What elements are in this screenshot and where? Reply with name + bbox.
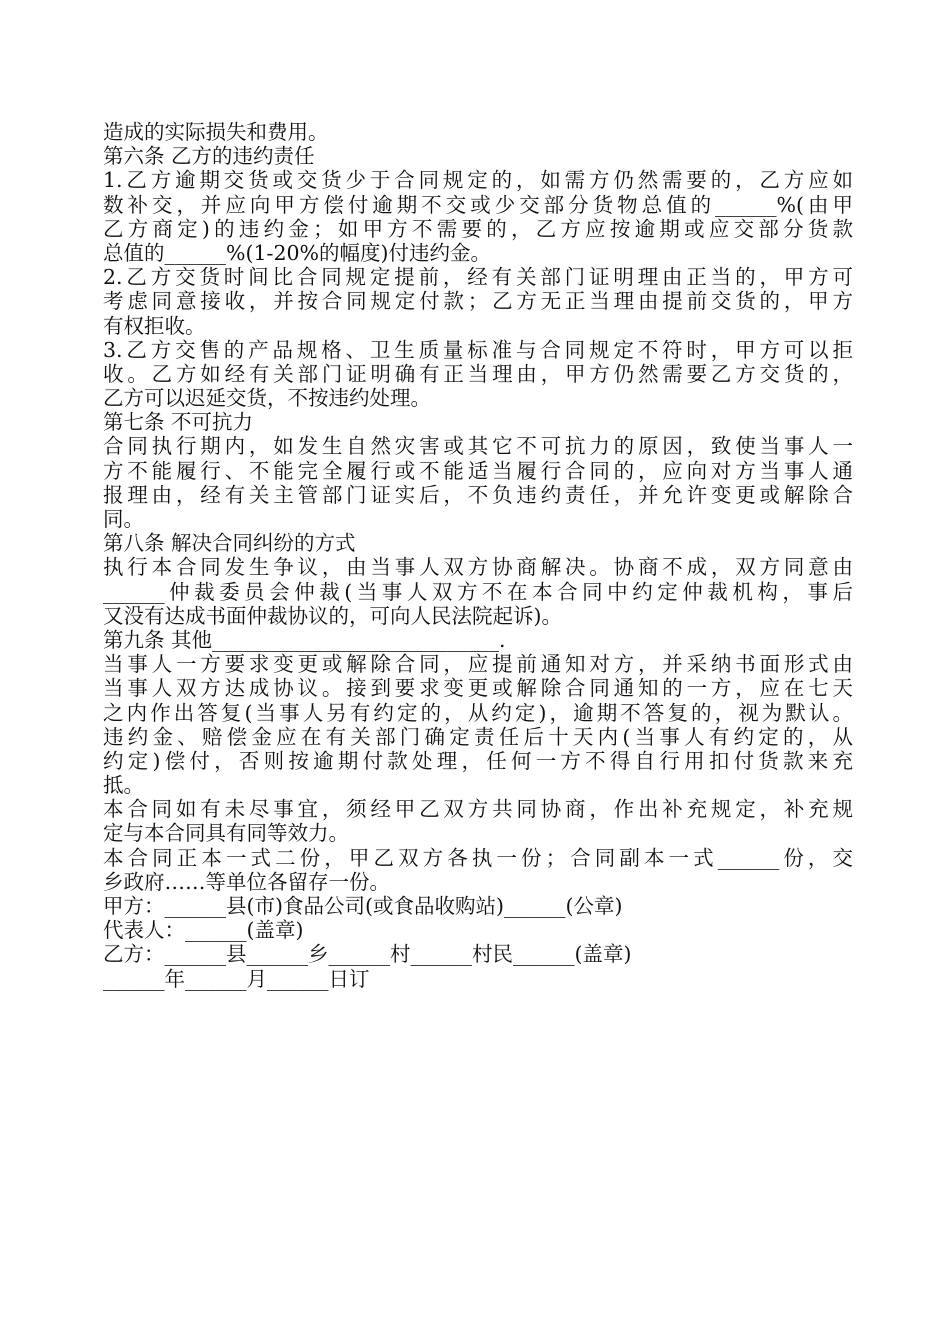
document-line: 总值的______%(1-20%的幅度)付违约金。	[103, 240, 492, 265]
document-line: 甲方：______县(市)食品公司(或食品收购站)______(公章)	[103, 894, 623, 918]
document-line: 第六条 乙方的违约责任	[103, 144, 315, 169]
document-line: ______年______月______日订	[103, 966, 370, 991]
document-line: 抵。	[103, 773, 144, 798]
document-line: 方不能履行、不能完全履行或不能适当履行合同的，应向对方当事人通	[103, 458, 853, 483]
document-line: 乙方：______县______乡______村______村民______(盖章)	[103, 942, 632, 967]
document-line: 代表人：______(盖章)	[103, 918, 304, 943]
document-line: 乡政府……等单位各留存一份。	[103, 869, 390, 894]
document-line: 之内作出答复(当事人另有约定的，从约定)，逾期不答复的，视为默认。	[103, 700, 853, 725]
document-line: 数补交，并应向甲方偿付逾期不交或少交部分货物总值的______%(由甲	[103, 192, 853, 217]
document-page	[103, 120, 853, 991]
document-line: ______仲裁委员会仲裁(当事人双方不在本合同中约定仲裁机构，事后	[103, 579, 853, 604]
document-line: 约定)偿付，否则按逾期付款处理，任何一方不得自行用扣付货款来充	[103, 748, 853, 773]
document-line: 又没有达成书面仲裁协议的，可向人民法院起诉)。	[103, 603, 562, 628]
document-line: 同。	[103, 507, 144, 531]
document-line: 第七条 不可抗力	[103, 410, 254, 435]
document-line: 当事人一方要求变更或解除合同，应提前通知对方，并采纳书面形式由	[103, 652, 853, 677]
document-line: 3.乙方交售的产品规格、卫生质量标准与合同规定不符时，甲方可以拒	[103, 337, 853, 362]
document-line: 有权拒收。	[103, 313, 206, 338]
document-line: 执行本合同发生争议，由当事人双方协商解决。协商不成，双方同意由	[103, 555, 853, 580]
document-line: 合同执行期内，如发生自然灾害或其它不可抗力的原因，致使当事人一	[103, 434, 853, 459]
document-line: 定与本合同具有同等效力。	[103, 821, 349, 846]
document-line: 当事人双方达成协议。接到要求变更或解除合同通知的一方，应在七天	[103, 676, 853, 701]
document-line: 第八条 解决合同纠纷的方式	[103, 531, 356, 556]
document-line: 乙方商定)的违约金；如甲方不需要的，乙方应按逾期或应交部分货款	[103, 216, 853, 241]
document-line: 收。乙方如经有关部门证明确有正当理由，甲方仍然需要乙方交货的，	[103, 361, 853, 386]
document-line: 违约金、赔偿金应在有关部门确定责任后十天内(当事人有约定的，从	[103, 724, 853, 749]
document-line: 1.乙方逾期交货或交货少于合同规定的，如需方仍然需要的，乙方应如	[103, 168, 853, 193]
document-line: 本合同正本一式二份，甲乙双方各执一份；合同副本一式______份，交	[103, 845, 853, 870]
document-line: 本合同如有未尽事宜，须经甲乙双方共同协商，作出补充规定，补充规	[103, 797, 853, 822]
document-line: 第九条 其他____________________________.	[103, 627, 506, 652]
document-line: 报理由，经有关主管部门证实后，不负违约责任，并允许变更或解除合	[103, 482, 853, 507]
document-line: 造成的实际损失和费用。	[103, 120, 329, 144]
document-line: 2.乙方交货时间比合同规定提前，经有关部门证明理由正当的，甲方可	[103, 265, 853, 290]
document-line: 乙方可以迟延交货，不按违约处理。	[103, 386, 431, 411]
document-line: 考虑同意接收，并按合同规定付款；乙方无正当理由提前交货的，甲方	[103, 289, 853, 314]
